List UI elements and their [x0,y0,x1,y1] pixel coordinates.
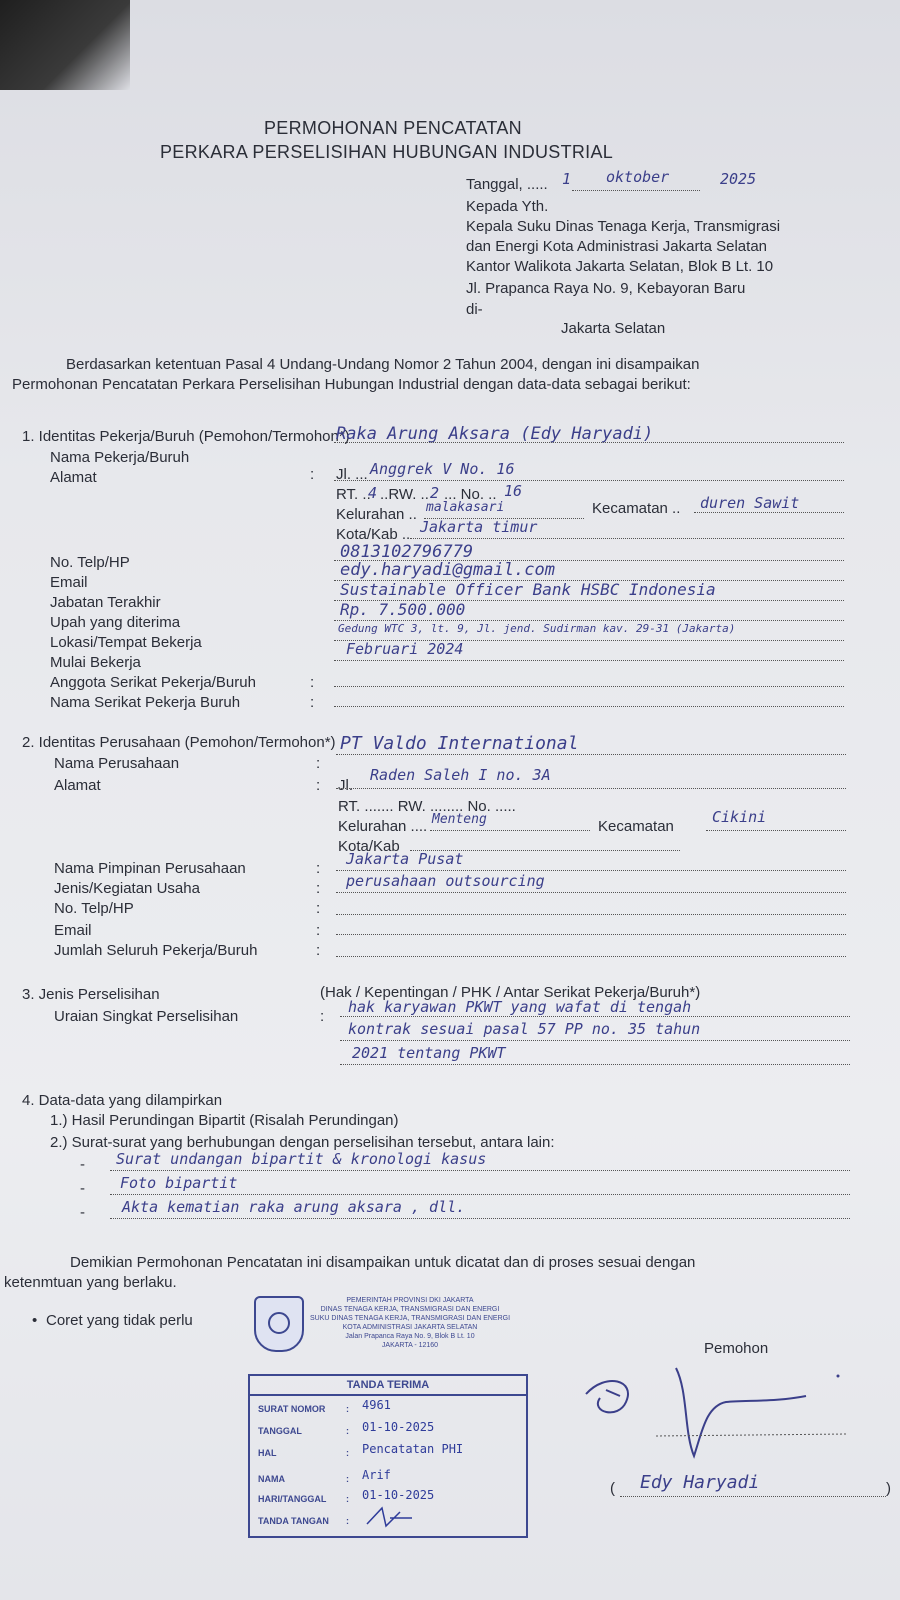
colon: : [316,860,321,877]
label-mulai: Mulai Bekerja [50,654,141,671]
value-rw: 2 [430,484,440,502]
label-kecamatan-perusahaan: Kecamatan [598,818,674,835]
stamp-row-value: Arif [362,1468,391,1482]
date-day: 1 [562,170,572,188]
stamp-agency-line: JAKARTA - 12160 [381,1342,439,1349]
value-upah: Rp. 7.500.000 [340,600,466,619]
recipient-line: Kantor Walikota Jakarta Selatan, Blok B Lt. 10 [466,258,774,275]
line-kecamatan-perusahaan [706,830,846,831]
stamp-agency-header [300,1296,520,1350]
line-nama-pekerja [334,442,844,443]
date-line [572,190,700,191]
stamp-agency-line: KOTA ADMINISTRASI JAKARTA SELATAN [342,1324,478,1331]
signature-open-paren: ( [610,1480,615,1497]
stamp-row-label: TANDA TANGAN [258,1516,329,1526]
value-nama-pekerja: Raka Arung Aksara (Edy Haryadi) [336,424,654,444]
line-kelurahan-perusahaan [430,830,590,831]
value-jabatan: Sustainable Officer Bank HSBC Indonesia [340,580,716,599]
line-mulai [334,660,844,661]
colon: : [316,942,321,959]
recipient-city: Jakarta Selatan [561,320,666,337]
value-nama-perusahaan: PT Valdo International [340,733,579,754]
value-kelurahan-perusahaan: Menteng [432,812,487,827]
value-uraian: kontrak sesuai pasal 57 PP no. 35 tahun [348,1020,701,1038]
stamp-agency-line: PEMERINTAH PROVINSI DKI JAKARTA [346,1297,474,1304]
line-upah [334,620,844,621]
line-telp-perusahaan [336,914,846,915]
label-telp-perusahaan: No. Telp/HP [54,900,134,917]
line-jl [334,480,844,481]
stamp-colon: : [346,1474,349,1484]
recipient-line: di- [466,301,483,318]
value-mulai: Februari 2024 [346,640,464,658]
label-nama-perusahaan: Nama Perusahaan [54,755,180,772]
intro-line-1: Berdasarkan ketentuan Pasal 4 Undang-Undang Nomor 2 Tahun 2004, dengan ini disampaikan [66,356,700,373]
intro-line-2: Permohonan Pencatatan Perkara Perselisihan Hubungan Industrial dengan data-data sebagai berikut: [12,376,691,393]
line-uraian [340,1016,850,1017]
bullet-icon: • [32,1312,38,1329]
label-email-perusahaan: Email [54,922,92,939]
colon: : [310,694,315,711]
label-upah: Upah yang diterima [50,614,181,631]
line-anggota [334,686,844,687]
section4-heading: 4. Data-data yang dilampirkan [22,1092,223,1109]
value-kelurahan: malakasari [426,500,505,515]
stamp-colon: : [346,1404,349,1414]
section4-item2: 2.) Surat-surat yang berhubungan dengan perselisihan tersebut, antara lain: [50,1134,555,1151]
signature-line [620,1496,886,1497]
colon: : [316,880,321,897]
line-jenis-usaha [336,892,846,893]
stamp-row-value: 01-10-2025 [362,1420,435,1434]
label-kelurahan-perusahaan: Kelurahan .... [338,818,428,835]
value-pimpinan: Jakarta Pusat [346,850,464,868]
date-year: 2025 [720,170,757,188]
value-jl-perusahaan: Raden Saleh I no. 3A [370,766,551,784]
label-nama-serikat: Nama Serikat Pekerja Buruh [50,694,241,711]
title-line-1: PERMOHONAN PENCATATAN [264,118,522,138]
stamp-agency-line: Jalan Prapanca Raya No. 9, Blok B Lt. 10 [345,1333,475,1340]
stamp-colon: : [346,1516,349,1526]
value-uraian: hak karyawan PKWT yang wafat di tengah [348,998,692,1016]
label-no: ... No. .. [444,486,497,503]
attachment-line [110,1170,850,1171]
label-telp: No. Telp/HP [50,554,130,571]
attachment-dash: - [80,1204,85,1221]
label-rw: ..RW. .. [380,486,429,503]
label-email: Email [50,574,88,591]
label-kota-perusahaan: Kota/Kab [338,838,400,855]
recipient-line: Kepada Yth. [466,198,549,215]
note-coret: Coret yang tidak perlu [46,1312,193,1329]
label-rt-perusahaan: RT. ....... RW. ........ No. ..... [338,798,516,815]
receiver-signature-icon [362,1502,422,1532]
colon: : [316,755,321,772]
stamp-row-label: NAMA [258,1474,285,1484]
colon: : [320,1008,325,1025]
section3-heading: 3. Jenis Perselisihan [22,986,160,1003]
section1-heading: 1. Identitas Pekerja/Buruh (Pemohon/Termohon*) [22,428,350,445]
label-nama-pekerja: Nama Pekerja/Buruh [50,449,190,466]
label-alamat-perusahaan: Alamat [54,777,101,794]
stamp-agency-line: SUKU DINAS TENAGA KERJA, TRANSMIGRASI DAN ENERGI [309,1315,511,1322]
stamp-agency-line: DINAS TENAGA KERJA, TRANSMIGRASI DAN ENERGI [320,1306,500,1313]
stamp-row-label: TANGGAL [258,1426,302,1436]
recipient-line: Jl. Prapanca Raya No. 9, Kebayoran Baru [466,280,746,297]
label-alamat: Alamat [50,469,97,486]
line-uraian [340,1064,850,1065]
stamp-row-label: SURAT NOMOR [258,1404,326,1414]
stamp-row-label: HAL [258,1448,277,1458]
line-jl-perusahaan [336,788,846,789]
pemohon-label: Pemohon [704,1340,769,1357]
stamp-colon: : [346,1426,349,1436]
recipient-line: Kepala Suku Dinas Tenaga Kerja, Transmigrasi [466,218,781,235]
colon: : [316,900,321,917]
line-kota [410,538,844,539]
line-jumlah-pekerja [336,956,846,957]
label-anggota: Anggota Serikat Pekerja/Buruh [50,674,256,691]
line-nama-serikat [334,706,844,707]
stamp-row-value: 01-10-2025 [362,1488,435,1502]
date-month: oktober [606,168,670,186]
attachment-line [110,1194,850,1195]
value-jl: Anggrek V No. 16 [370,460,515,478]
label-uraian: Uraian Singkat Perselisihan [54,1008,239,1025]
closing-line-1: Demikian Permohonan Pencatatan ini disampaikan untuk dicatat dan di proses sesuai dengan [70,1254,696,1271]
closing-line-2: ketenmtuan yang berlaku. [4,1274,177,1291]
section3-options: (Hak / Kepentingan / PHK / Antar Serikat Pekerja/Buruh*) [320,984,701,1001]
recipient-line: dan Energi Kota Administrasi Jakarta Selatan [466,238,768,255]
line-kecamatan [694,512,844,513]
value-telp: 0813102796779 [340,542,474,562]
attachment-item: Foto bipartit [120,1174,238,1192]
label-jl: Jl. ... [336,466,368,483]
label-jabatan: Jabatan Terakhir [50,594,161,611]
label-lokasi: Lokasi/Tempat Bekerja [50,634,202,651]
line-pimpinan [336,870,846,871]
signature-name: Edy Haryadi [640,1472,760,1493]
label-pimpinan: Nama Pimpinan Perusahaan [54,860,246,877]
colon: : [316,922,321,939]
colon: : [310,674,315,691]
value-uraian: 2021 tentang PKWT [352,1044,506,1062]
attachment-dash: - [80,1156,85,1173]
label-kelurahan: Kelurahan .. [336,506,417,523]
colon: : [310,466,315,483]
label-jenis-usaha: Jenis/Kegiatan Usaha [54,880,200,897]
section4-item1: 1.) Hasil Perundingan Bipartit (Risalah Perundingan) [50,1112,399,1129]
stamp-title: TANDA TERIMA [250,1376,526,1396]
label-jumlah-pekerja: Jumlah Seluruh Pekerja/Buruh [54,942,258,959]
label-jl-perusahaan: Jl. [338,777,353,794]
signature-icon [576,1362,856,1462]
label-kota: Kota/Kab .. [336,526,411,543]
stamp-colon: : [346,1448,349,1458]
value-email: edy.haryadi@gmail.com [340,560,555,580]
colon: : [316,777,321,794]
stamp-colon: : [346,1494,349,1504]
jakarta-emblem-icon [254,1296,304,1352]
line-nama-perusahaan [336,754,846,755]
section2-heading: 2. Identitas Perusahaan (Pemohon/Termohon*) [22,734,336,751]
label-rt: RT. .. [336,486,371,503]
background-shadow [0,0,130,90]
date-label: Tanggal, ..... [466,176,548,193]
attachment-dash: - [80,1180,85,1197]
value-kecamatan: duren Sawit [700,494,800,512]
stamp-row-value: 4961 [362,1398,391,1412]
value-rt: 4 [368,484,378,502]
line-email-perusahaan [336,934,846,935]
attachment-item: Surat undangan bipartit & kronologi kasus [116,1150,487,1168]
signature-close-paren: ) [886,1480,891,1497]
attachment-item: Akta kematian raka arung aksara , dll. [122,1198,466,1216]
attachment-line [110,1218,850,1219]
stamp-row-label: HARI/TANGGAL [258,1494,327,1504]
line-uraian [340,1040,850,1041]
title-line-2: PERKARA PERSELISIHAN HUBUNGAN INDUSTRIAL [160,142,614,162]
value-kota: Jakarta timur [420,518,538,536]
value-no: 16 [504,482,523,500]
stamp-row-value: Pencatatan PHI [362,1442,464,1456]
value-jenis-usaha: perusahaan outsourcing [346,872,545,890]
value-lokasi: Gedung WTC 3, lt. 9, Jl. jend. Sudirman kav. 29-31 (Jakarta) [338,622,736,635]
receipt-stamp [248,1374,528,1538]
label-kecamatan: Kecamatan .. [592,500,681,517]
value-kecamatan-perusahaan: Cikini [712,808,767,826]
